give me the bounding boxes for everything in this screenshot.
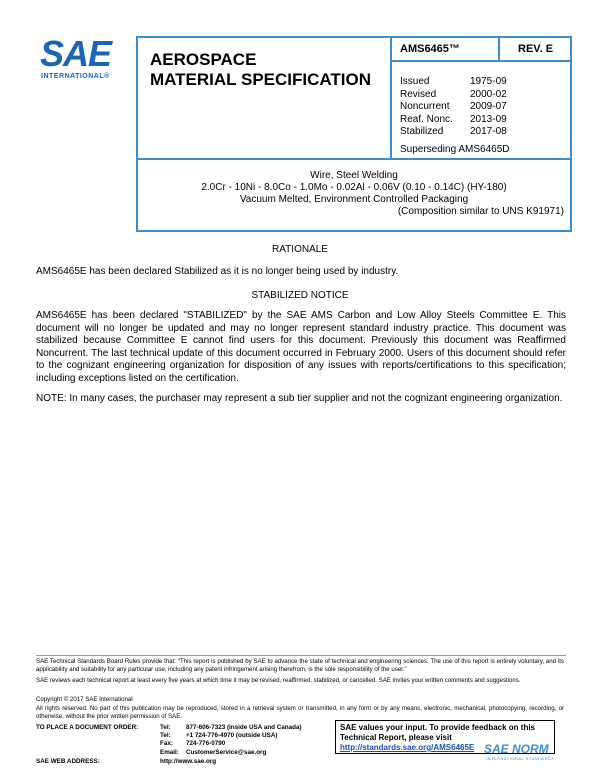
copyright-text: Copyright © 2017 SAE International [36, 696, 133, 703]
contact-labels: Tel: Tel: Fax: Email: [160, 724, 179, 756]
note-text: NOTE: In many cases, the purchaser may represent a sub tier supplier and not the cognizant engineering organization. [36, 393, 563, 404]
board-rules-text: SAE Technical Standards Board Rules provide that: "This report is published by SAE to advance the state of technical and engineering sciences. The use of this report is entirely voluntary, and its applicability and suitability for any particular use, including any patent infringement arising therefrom, is the sole responsibility of the user." [36, 658, 564, 673]
composition-line: 2.0Cr - 10Ni - 8.0Co - 1.0Mo - 0.02Al - 0.06V (0.10 - 0.14C) (HY-180) [201, 182, 507, 193]
sae-logo [38, 33, 122, 84]
date-row: Noncurrent 2009-07 [400, 101, 507, 112]
divider [498, 38, 500, 62]
logo-subtitle: INTERNATIONAL® [41, 73, 110, 80]
stabilized-text: AMS6465E has been declared "STABILIZED" by the SAE AMS Carbon and Low Alloy Steels Committee E. This document will no longer be updated and may no longer represent standard industry practice. This document was stabilized because Committee E cannot find users for this document. Previously this document was Reaffirmed Noncurrent. The last technical update of this document occurred in February 2000. Users of this document should refer to the cognizant engineering organization for disposition of any issues with reports/certifications to this specification; including exceptions listed on the certification. [36, 310, 566, 384]
logo-brand: SAE [40, 33, 112, 74]
divider [390, 38, 392, 158]
divider [390, 60, 572, 62]
order-label: TO PLACE A DOCUMENT ORDER: [36, 724, 139, 731]
date-history [400, 76, 507, 139]
spec-header [136, 36, 572, 160]
title-line: (Composition similar to UNS K91971) [397, 206, 564, 217]
web-link[interactable]: http://www.sae.org [160, 758, 217, 765]
email-link[interactable]: CustomerService@sae.org [186, 748, 267, 756]
footer-divider [36, 655, 566, 656]
sae-norm-stamp: SAE NORM INTERNATIONAL STANDARDS [484, 742, 555, 761]
document-type-title: AEROSPACE MATERIAL SPECIFICATION [150, 50, 371, 89]
revision-label: REV. E [518, 43, 554, 55]
feedback-box: SAE values your input. To provide feedback on this Technical Report, please visit http://standards.sae.org/AMS6465E [335, 720, 555, 754]
stabilized-heading: STABILIZED NOTICE [251, 290, 349, 301]
material-title-box [136, 160, 572, 232]
rationale-text: AMS6465E has been declared Stabilized as it is no longer being used by industry. [36, 266, 399, 277]
web-label: SAE WEB ADDRESS: [36, 758, 100, 765]
date-row: Revised 2000-02 [400, 88, 507, 100]
date-row: Issued 1975-09 [400, 76, 507, 87]
superseding-note: Superseding AMS6465D [400, 144, 510, 155]
date-row: Stabilized 2017-08 [400, 126, 507, 137]
title-line: Wire, Steel Welding [310, 170, 398, 181]
rationale-heading: RATIONALE [272, 244, 328, 255]
contact-values: 877-606-7323 (inside USA and Canada) +1 724-776-4970 (outside USA) 724-776-0790 CustomerService@sae.org [186, 724, 302, 756]
review-text: SAE reviews each technical report at least every five years at which time it may be revised, reaffirmed, stabilized, or cancelled. SAE invites your written comments and suggestions. [36, 677, 521, 684]
feedback-link[interactable]: http://standards.sae.org/AMS6465E [340, 743, 475, 752]
date-row: Reaf. Nonc. 2013-09 [400, 113, 507, 125]
document-number: AMS6465™ [400, 43, 460, 55]
title-line: Vacuum Melted, Environment Controlled Packaging [239, 194, 469, 205]
rights-text: All rights reserved. No part of this publication may be reproduced, stored in a retrieval system or transmitted, in any form or by any means, electronic, mechanical, photocopying, recording, or otherwise, without the prior written permission of SAE. [36, 705, 564, 720]
